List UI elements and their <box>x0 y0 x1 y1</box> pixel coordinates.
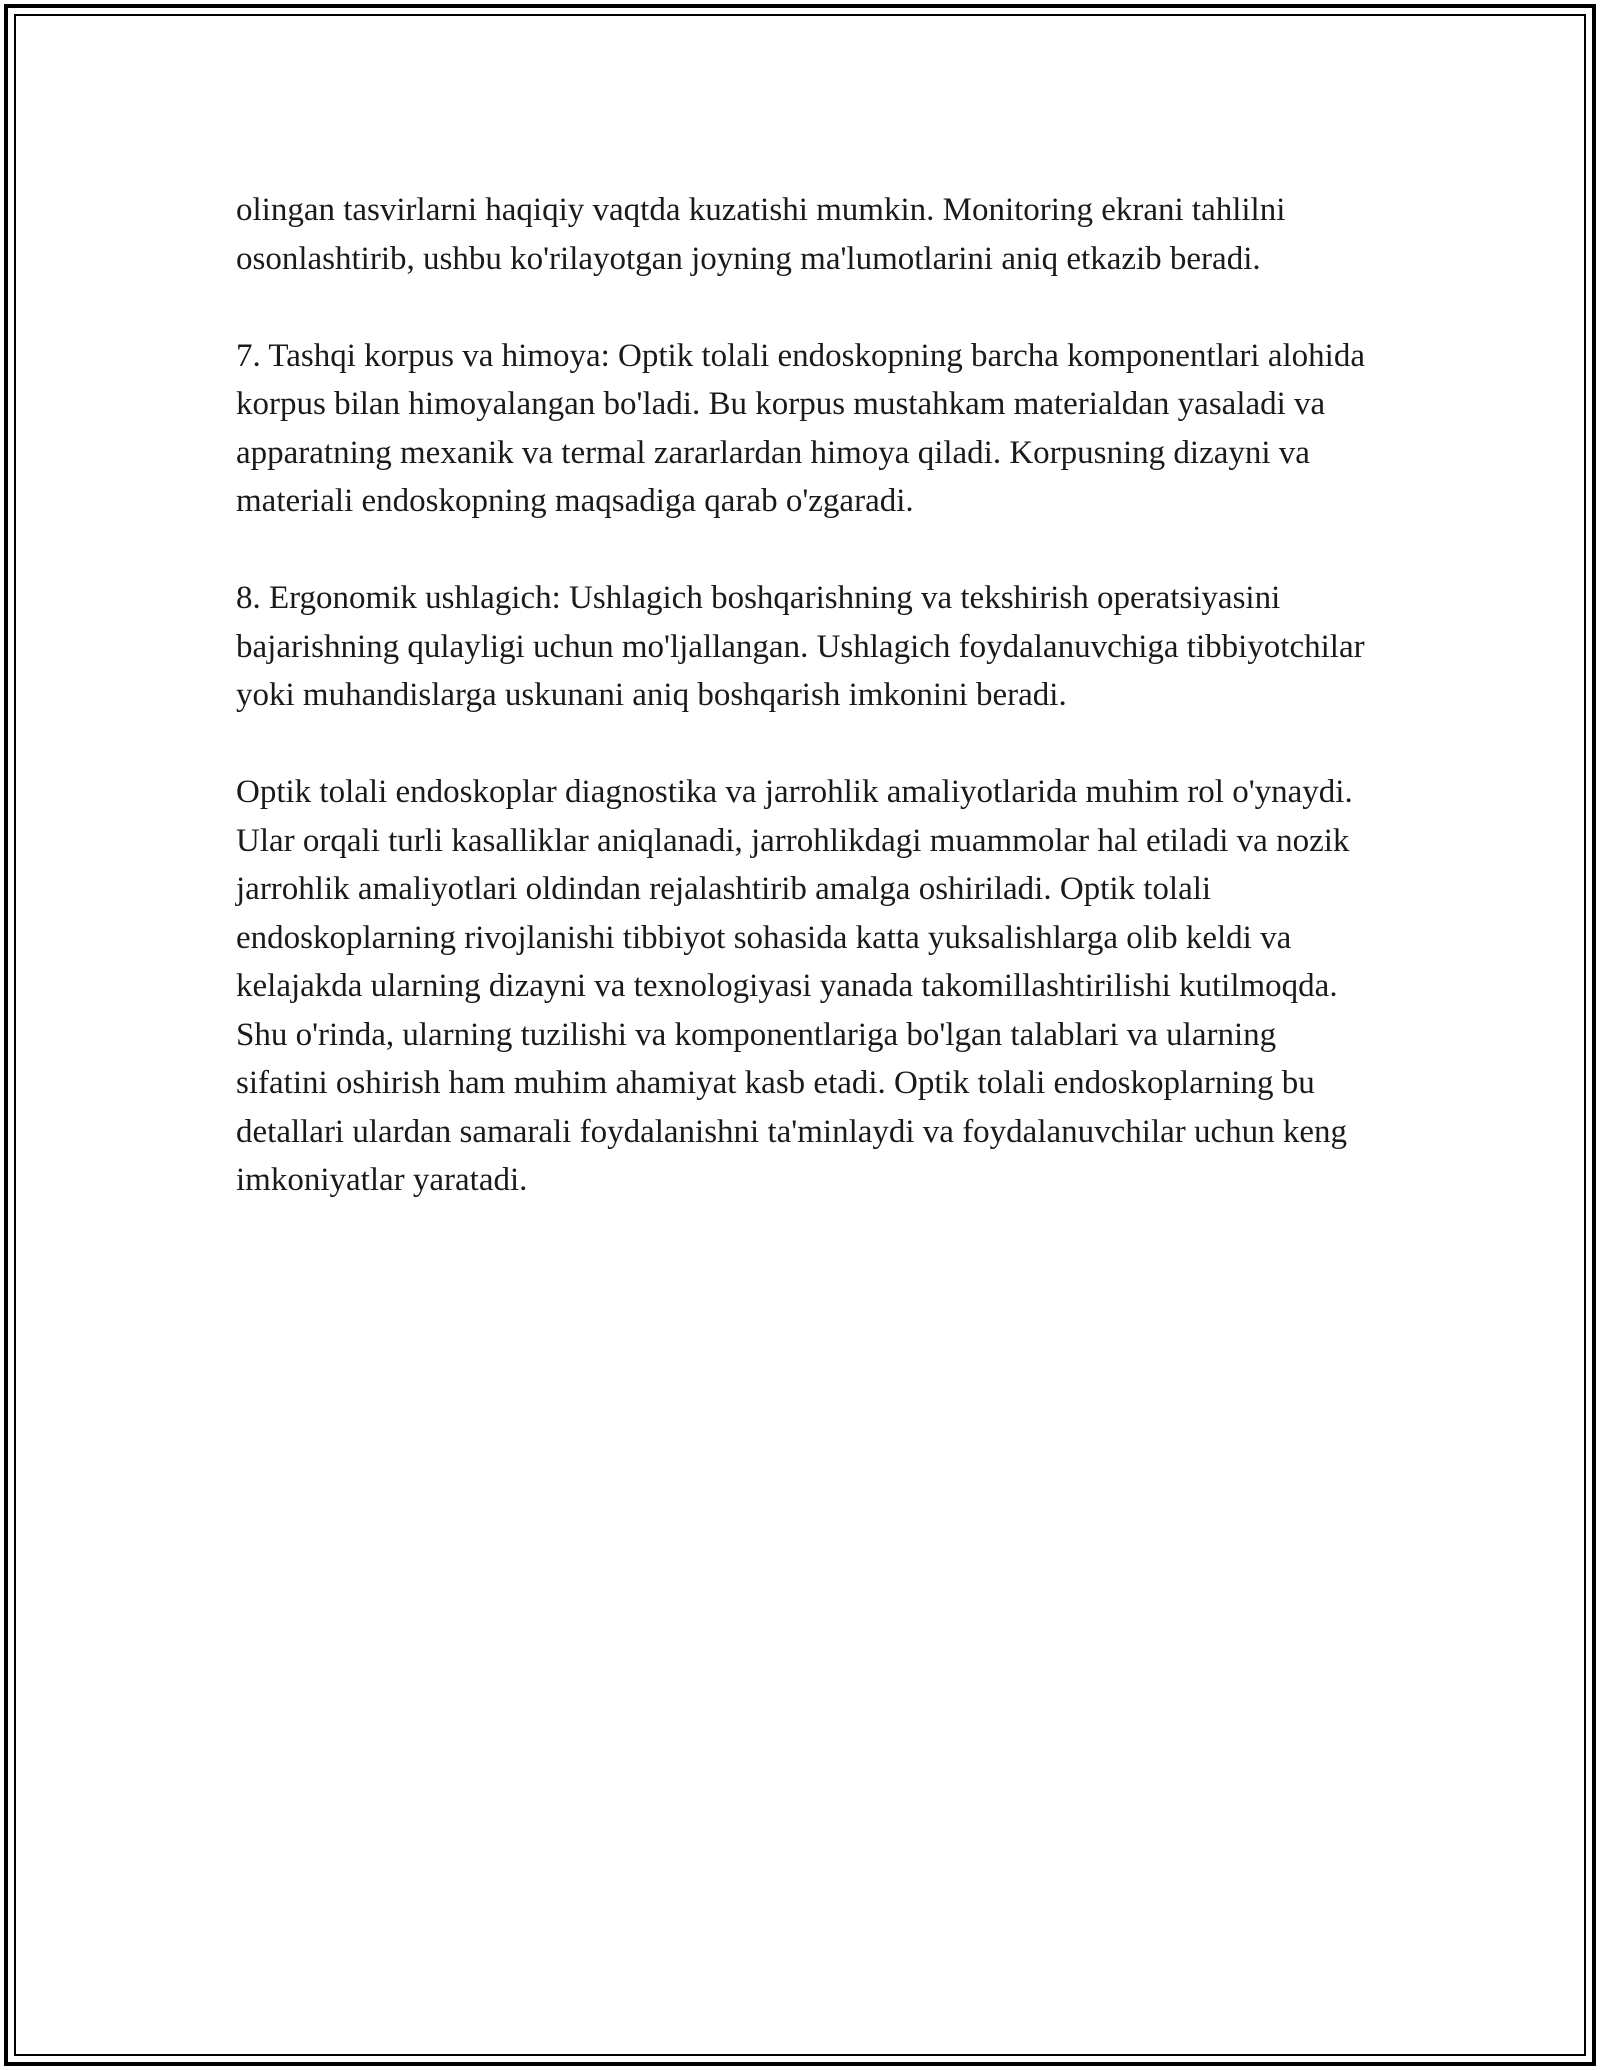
paragraph-monitoring: olingan tasvirlarni haqiqiy vaqtda kuzatishi mumkin. Monitoring ekrani tahlilni osonlashtirib, ushbu ko'rilayotgan joyning ma'lumotlarini aniq etkazib beradi. <box>236 192 1286 277</box>
paragraph-conclusion: Optik tolali endoskoplar diagnostika va jarrohlik amaliyotlarida muhim rol o'ynaydi. Ular orqali turli kasalliklar aniqlanadi, jarrohlikdagi muammolar hal etiladi va nozik jarrohlik amaliyotlari oldindan rejalashtirib amalga oshiriladi. Optik tolali endoskoplarning rivojlanishi tibbiyot sohasida katta yuksalishlarga olib keldi va kelajakda ularning dizayni va texnologiyasi yanada takomillashtirilishi kutilmoqda. Shu o'rinda, ularning tuzilishi va komponentlariga bo'lgan talablari va ularning sifatini oshirish ham muhim ahamiyat kasb etadi. Optik tolali endoskoplarning bu detallari ulardan samarali foydalanishni ta'minlaydi va foydalanuvchilar uchun keng imkoniyatlar yaratadi. <box>236 774 1353 1198</box>
paragraph-outer-housing: 7. Tashqi korpus va himoya: Optik tolali endoskopning barcha komponentlari alohida korpus bilan himoyalangan bo'ladi. Bu korpus mustahkam materialdan yasaladi va apparatning mexanik va termal zararlardan himoya qiladi. Korpusning dizayni va materiali endoskopning maqsadiga qarab o'zgaradi. <box>236 337 1365 519</box>
paragraph-ergonomic-handle: 8. Ergonomik ushlagich: Ushlagich boshqarishning va tekshirish operatsiyasini bajarishning qulayligi uchun mo'ljallangan. Ushlagich foydalanuvchiga tibbiyotchilar yoki muhandislarga uskunani aniq boshqarish imkonini beradi. <box>236 580 1365 713</box>
document-body <box>236 186 1366 1253</box>
